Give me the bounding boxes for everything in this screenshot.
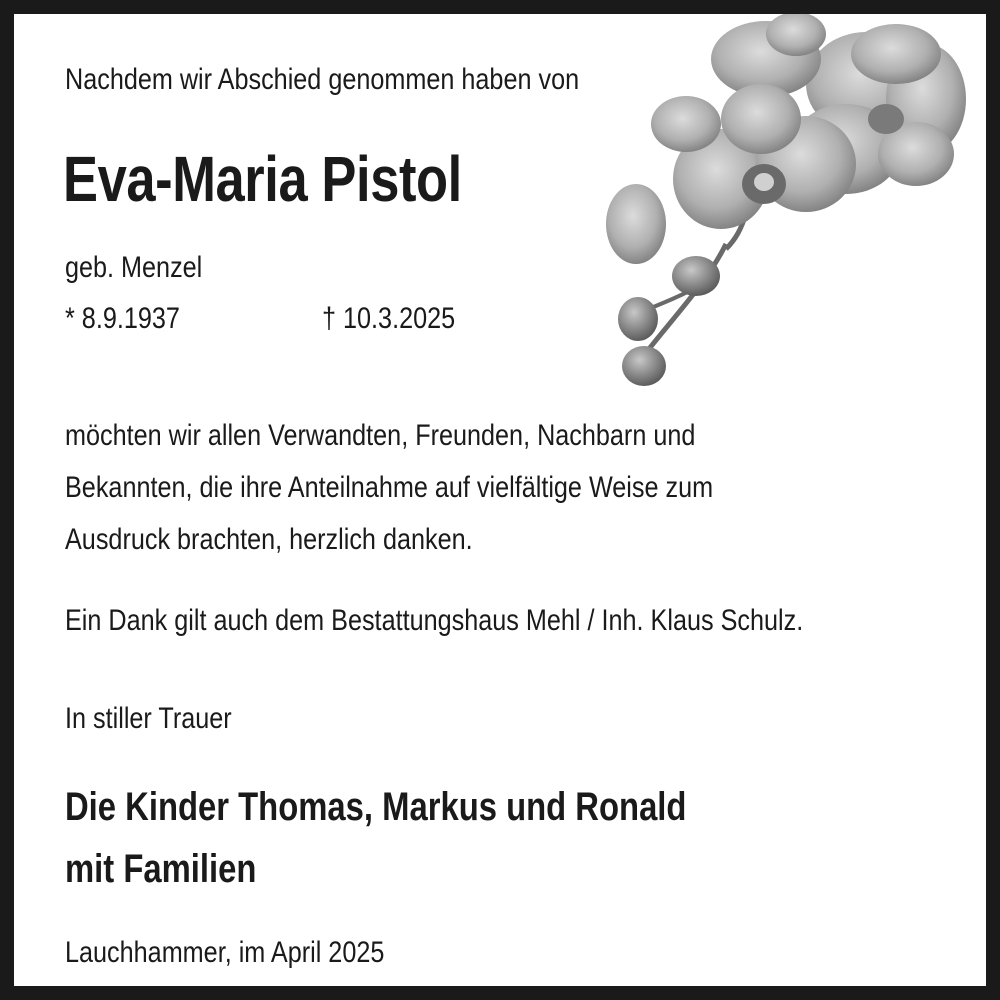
place-and-date: Lauchhammer, im April 2025 — [65, 936, 385, 969]
intro-text: Nachdem wir Abschied genommen haben von — [65, 63, 580, 96]
orchid-flower-illustration — [596, 14, 974, 392]
deceased-name: Eva-Maria Pistol — [63, 143, 462, 215]
birth-name: geb. Menzel — [65, 251, 203, 284]
signers-line: Die Kinder Thomas, Markus und Ronald — [65, 785, 687, 829]
death-date: † 10.3.2025 — [322, 302, 456, 335]
paragraph-line: Ausdruck brachten, herzlich danken. — [65, 523, 473, 556]
paragraph-line: Bekannten, die ihre Anteilnahme auf vielfältige Weise zum — [65, 471, 714, 504]
thanks-paragraph — [65, 410, 947, 566]
paragraph-line: möchten wir allen Verwandten, Freunden, Nachbarn und — [65, 419, 696, 452]
signers-line: mit Familien — [65, 847, 257, 891]
closing-text: In stiller Trauer — [65, 702, 232, 735]
funeral-home-thanks: Ein Dank gilt auch dem Bestattungshaus Mehl / Inh. Klaus Schulz. — [65, 604, 804, 637]
birth-date: * 8.9.1937 — [65, 302, 180, 335]
signers — [65, 776, 686, 900]
